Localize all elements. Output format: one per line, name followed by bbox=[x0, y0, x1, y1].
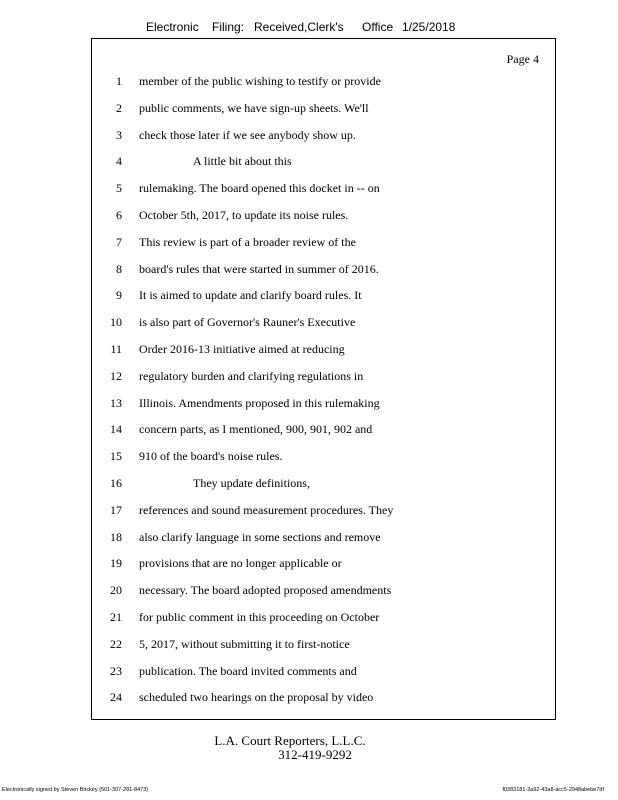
transcript-line bbox=[92, 688, 555, 706]
transcript-line bbox=[92, 608, 555, 626]
line-text: regulatory burden and clarifying regulations in bbox=[139, 368, 364, 383]
reporter-company: L.A. Court Reporters, L.L.C. bbox=[214, 733, 366, 748]
line-number: 5 bbox=[116, 181, 122, 196]
line-number: 20 bbox=[110, 583, 122, 598]
line-number: 11 bbox=[110, 342, 122, 356]
filing-stamp-word: Received,Clerk's bbox=[254, 20, 344, 34]
page-number: Page 4 bbox=[506, 52, 539, 66]
line-text: A little bit about this bbox=[193, 154, 292, 169]
line-number: 24 bbox=[110, 690, 122, 705]
transcript-line bbox=[92, 528, 555, 546]
line-number: 22 bbox=[110, 636, 122, 651]
line-number: 4 bbox=[116, 154, 122, 169]
line-number: 17 bbox=[110, 502, 122, 517]
line-text: also clarify language in some sections and remove bbox=[139, 529, 381, 544]
line-number: 7 bbox=[116, 234, 122, 249]
line-text: member of the public wishing to testify or provide bbox=[139, 74, 381, 88]
line-number: 15 bbox=[110, 449, 122, 464]
line-number: 14 bbox=[110, 422, 122, 437]
transcript-line bbox=[92, 662, 555, 680]
line-text: check those later if we see anybody show up. bbox=[139, 127, 356, 142]
line-number: 16 bbox=[110, 476, 122, 490]
line-number: 9 bbox=[116, 288, 122, 303]
line-text: It is aimed to update and clarify board rules. It bbox=[139, 288, 362, 303]
transcript-line bbox=[92, 260, 555, 278]
line-number: 21 bbox=[110, 610, 122, 624]
line-text: Illinois. Amendments proposed in this rulemaking bbox=[139, 395, 380, 410]
line-number: 12 bbox=[110, 368, 122, 383]
transcript-line bbox=[92, 501, 555, 519]
line-text: necessary. The board adopted proposed amendments bbox=[139, 583, 392, 598]
line-text: October 5th, 2017, to update its noise rules. bbox=[139, 208, 349, 222]
line-text: scheduled two hearings on the proposal by video bbox=[139, 690, 374, 705]
document-hash: f0383181-3a92-43a8-acc5-2948abebe7df bbox=[502, 787, 604, 793]
transcript-line bbox=[92, 152, 555, 170]
line-text: for public comment in this proceeding on October bbox=[139, 610, 380, 624]
line-text: 5, 2017, without submitting it to first-notice bbox=[139, 636, 350, 651]
line-text: is also part of Governor's Rauner's Executive bbox=[139, 315, 356, 330]
line-text: 910 of the board's noise rules. bbox=[139, 449, 283, 464]
line-text: rulemaking. The board opened this docket in -- on bbox=[139, 181, 380, 196]
filing-stamp-word: Office bbox=[362, 20, 394, 34]
line-text: public comments, we have sign-up sheets. We'll bbox=[139, 100, 369, 115]
line-text: publication. The board invited comments and bbox=[139, 663, 357, 678]
filing-stamp-word: Filing: bbox=[212, 20, 245, 34]
line-number: 3 bbox=[116, 127, 122, 142]
transcript-line bbox=[92, 340, 555, 358]
line-number: 2 bbox=[116, 100, 122, 115]
line-number: 1 bbox=[116, 74, 122, 88]
transcript-page bbox=[91, 38, 556, 720]
transcript-line bbox=[92, 367, 555, 385]
line-text: concern parts, as I mentioned, 900, 901, 902 and bbox=[139, 422, 373, 437]
transcript-line bbox=[92, 554, 555, 572]
transcript-line bbox=[92, 126, 555, 144]
line-text: references and sound measurement procedures. They bbox=[139, 502, 394, 517]
electronic-signature: Electronically signed by Steven Brickey (501-307-281-8473) bbox=[2, 787, 149, 793]
line-number: 10 bbox=[110, 315, 122, 330]
reporter-phone: 312-419-9292 bbox=[278, 747, 352, 762]
transcript-line bbox=[92, 72, 555, 90]
line-number: 19 bbox=[110, 556, 122, 571]
transcript-line bbox=[92, 581, 555, 599]
line-number: 6 bbox=[116, 208, 122, 222]
transcript-line bbox=[92, 99, 555, 117]
line-number: 13 bbox=[110, 395, 122, 410]
transcript-line bbox=[92, 179, 555, 197]
line-text: They update definitions, bbox=[193, 476, 310, 490]
line-number: 23 bbox=[110, 663, 122, 678]
transcript-line bbox=[92, 447, 555, 465]
transcript-line bbox=[92, 286, 555, 304]
transcript-line bbox=[92, 474, 555, 492]
line-number: 18 bbox=[110, 529, 122, 544]
transcript-line bbox=[92, 420, 555, 438]
filing-stamp-word: Electronic bbox=[146, 20, 199, 34]
transcript-line bbox=[92, 313, 555, 331]
transcript-line bbox=[92, 635, 555, 653]
line-text: This review is part of a broader review of the bbox=[139, 234, 356, 249]
transcript-line bbox=[92, 394, 555, 412]
line-number: 8 bbox=[116, 261, 122, 276]
transcript-line bbox=[92, 233, 555, 251]
line-text: Order 2016-13 initiative aimed at reducing bbox=[139, 342, 345, 356]
transcript-line bbox=[92, 206, 555, 224]
filing-stamp-date: 1/25/2018 bbox=[402, 20, 456, 34]
line-text: provisions that are no longer applicable or bbox=[139, 556, 342, 571]
line-text: board's rules that were started in summer of 2016. bbox=[139, 261, 379, 276]
